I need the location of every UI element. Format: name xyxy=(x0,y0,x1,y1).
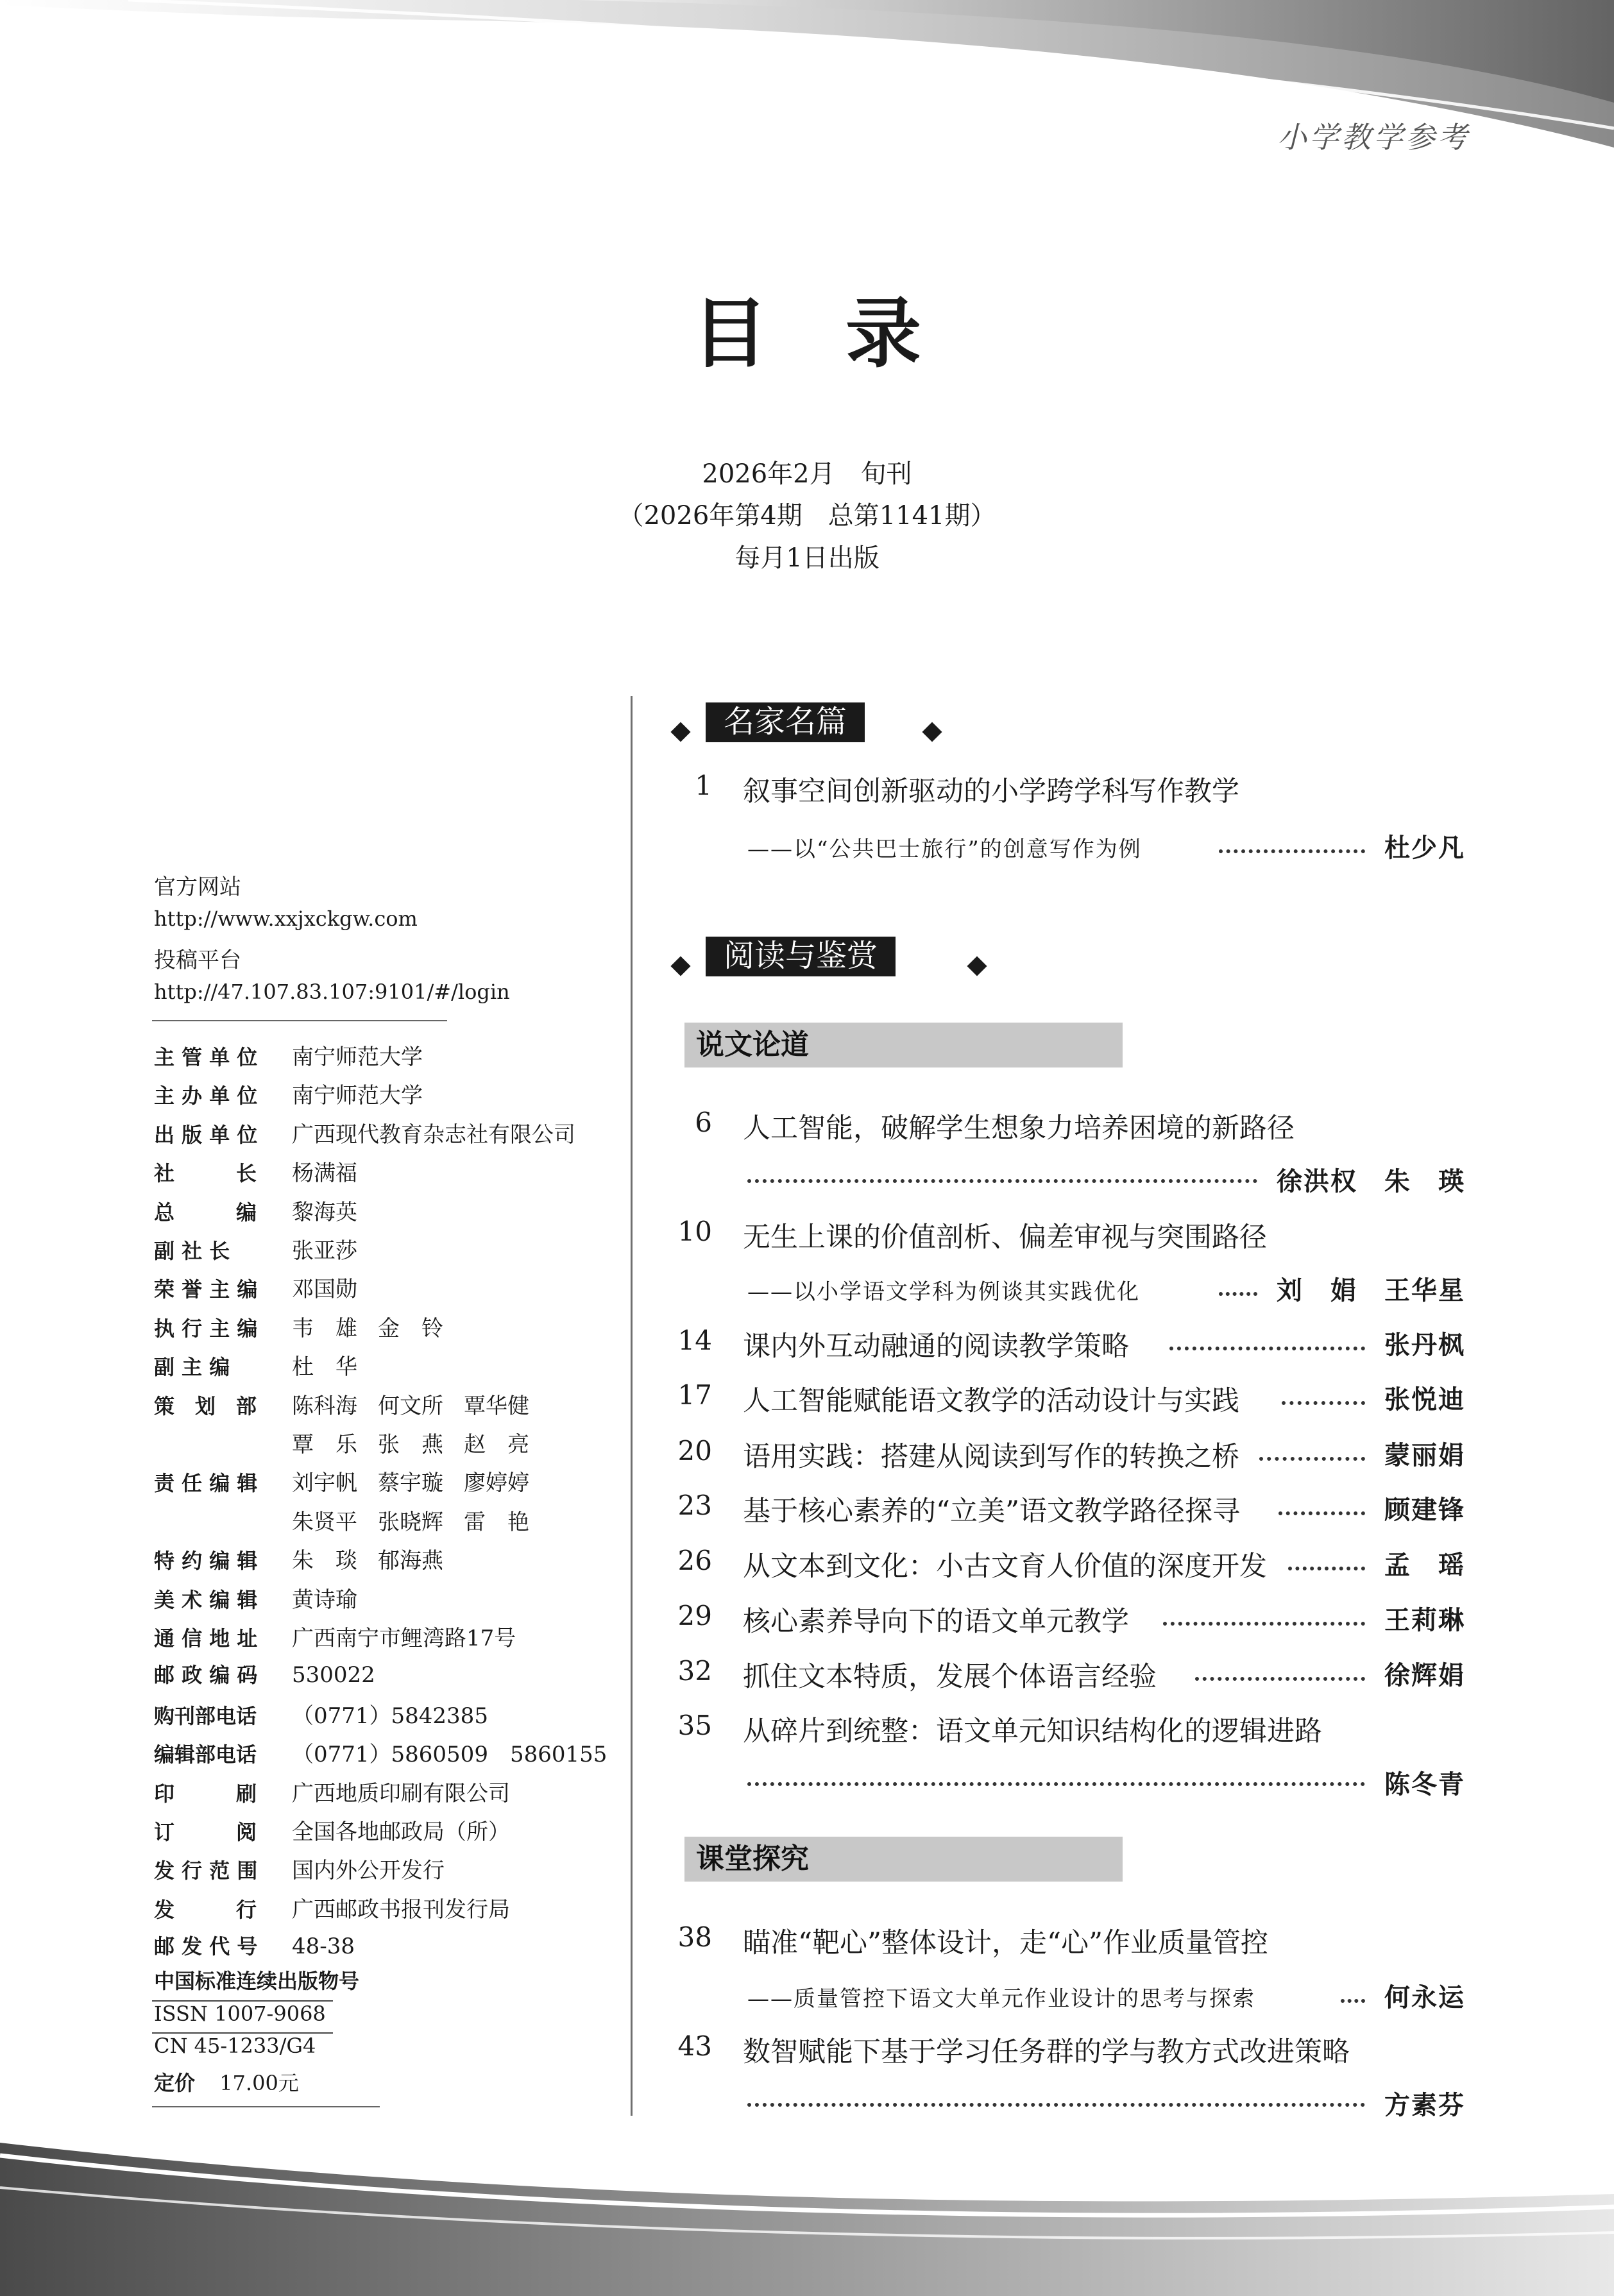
masthead-value-item: （0771）5860509 5860155 xyxy=(292,1742,607,1768)
masthead-row xyxy=(154,1233,378,1264)
masthead-value xyxy=(292,1155,378,1187)
entry-title[interactable]: 课内外互动融通的阅读教学策略 xyxy=(743,1331,1129,1363)
title-char-1: 目 xyxy=(692,289,769,378)
masthead-row xyxy=(154,1465,550,1497)
column-divider xyxy=(631,696,633,2116)
masthead-value xyxy=(292,1427,550,1458)
leader-dots xyxy=(747,1179,1257,1183)
masthead-value-item: 覃华健 xyxy=(464,1393,529,1419)
masthead-value-item: 朱 琰 xyxy=(292,1548,357,1574)
masthead-row xyxy=(154,1659,396,1688)
entry-page-number: 38 xyxy=(677,1921,712,1953)
entry-title[interactable]: 瞄准“靶心”整体设计，走“心”作业质量管控 xyxy=(743,1927,1268,1959)
masthead-value-item: 刘宇帆 xyxy=(292,1470,357,1497)
masthead-value xyxy=(292,1195,378,1226)
masthead-row xyxy=(154,1427,550,1458)
leader-dots xyxy=(1195,1677,1365,1681)
masthead-value xyxy=(292,1271,378,1303)
masthead-row xyxy=(154,1078,443,1109)
entry-author: 蒙丽娟 xyxy=(1384,1440,1465,1470)
masthead-value xyxy=(292,1349,378,1381)
issue-date: 2026年2月 旬刊 xyxy=(702,459,912,489)
masthead-row xyxy=(154,1388,550,1420)
masthead-key: 副 社 长 xyxy=(154,1239,230,1263)
masthead-value-item: 国内外公开发行 xyxy=(292,1858,445,1884)
masthead-row xyxy=(154,1349,378,1381)
masthead-value-item: 杨满福 xyxy=(292,1161,357,1187)
entry-page-number: 6 xyxy=(695,1107,712,1138)
masthead-value xyxy=(292,1853,465,1884)
masthead-value xyxy=(292,1892,531,1923)
masthead-key: 责 任 编 辑 xyxy=(154,1471,258,1496)
info-divider xyxy=(152,1020,447,1021)
publication-schedule: 每月1日出版 xyxy=(735,543,879,573)
masthead-value-item: 何文所 xyxy=(378,1393,443,1419)
masthead-key: 特 约 编 辑 xyxy=(154,1549,258,1574)
masthead-value-item: 覃 乐 xyxy=(292,1432,357,1458)
leader-dots xyxy=(1259,1457,1365,1461)
masthead-key: 邮 发 代 号 xyxy=(154,1934,258,1959)
diamond-icon xyxy=(922,722,942,742)
masthead-row xyxy=(154,1853,465,1884)
masthead-key: 购刊部电话 xyxy=(154,1703,257,1728)
submit-label: 投稿平台 xyxy=(154,948,241,973)
entry-page-number: 29 xyxy=(677,1600,712,1631)
masthead-value-item: （0771）5842385 xyxy=(292,1703,488,1729)
entry-title[interactable]: 数智赋能下基于学习任务群的学与教方式改进策略 xyxy=(743,2036,1350,2068)
price-value: 17.00元 xyxy=(219,2071,299,2095)
masthead-row xyxy=(154,1155,378,1187)
entry-title[interactable]: 语用实践：搭建从阅读到写作的转换之桥 xyxy=(743,1441,1239,1473)
leader-dots xyxy=(1169,1347,1365,1350)
masthead-key: 通 信 地 址 xyxy=(154,1626,258,1651)
masthead-row xyxy=(154,1698,509,1730)
masthead-value-item: 黄诗瑜 xyxy=(292,1586,357,1613)
diamond-icon xyxy=(967,956,987,976)
entry-title[interactable]: 人工智能赋能语文教学的活动设计与实践 xyxy=(743,1385,1239,1417)
masthead-value-item: 杜 华 xyxy=(292,1354,357,1381)
section-discussing-texts: 说文论道 xyxy=(684,1023,1123,1067)
entry-page-number: 14 xyxy=(677,1325,712,1356)
masthead-value-item: 黎海英 xyxy=(292,1199,357,1225)
price xyxy=(154,2067,299,2096)
masthead-value xyxy=(292,1543,464,1574)
masthead-value-item: 广西现代教育杂志社有限公司 xyxy=(292,1121,575,1148)
entry-author: 徐洪权 朱 瑛 xyxy=(1277,1166,1465,1196)
page-title xyxy=(0,273,1614,382)
entry-title[interactable]: 核心素养导向下的语文单元教学 xyxy=(743,1606,1129,1638)
masthead-value-item: 广西地质印刷有限公司 xyxy=(292,1780,510,1807)
entry-page-number: 43 xyxy=(677,2030,712,2062)
entry-author: 张悦迪 xyxy=(1384,1384,1465,1415)
masthead-value xyxy=(292,1582,378,1613)
submit-url[interactable]: http://47.107.83.107:9101/#/login xyxy=(154,980,510,1004)
masthead-key: 社 长 xyxy=(154,1161,257,1186)
masthead-row xyxy=(154,1814,531,1846)
diamond-icon xyxy=(670,722,690,742)
masthead-value xyxy=(292,1698,509,1730)
masthead-key: 印 刷 xyxy=(154,1781,257,1806)
masthead-key: 荣 誉 主 编 xyxy=(154,1277,258,1302)
masthead-key: 邮 政 编 码 xyxy=(154,1663,258,1688)
masthead-value xyxy=(292,1620,536,1652)
entry-author: 方素芬 xyxy=(1384,2090,1465,2120)
masthead-value xyxy=(292,1662,396,1688)
masthead-value-item: 朱贤平 xyxy=(292,1509,357,1535)
masthead-value-item: 张晓辉 xyxy=(378,1509,443,1535)
entry-author: 王莉琳 xyxy=(1384,1605,1465,1635)
entry-title[interactable]: 无生上课的价值剖析、偏差审视与突围路径 xyxy=(743,1221,1267,1254)
entry-title[interactable]: 从文本到文化：小古文育人价值的深度开发 xyxy=(743,1551,1267,1583)
leader-dots xyxy=(1341,1999,1365,2003)
masthead-value-item: 张 燕 xyxy=(378,1432,443,1458)
masthead-value-item: 陈科海 xyxy=(292,1393,357,1419)
entry-title[interactable]: 基于核心素养的“立美”语文教学路径探寻 xyxy=(743,1495,1240,1527)
masthead-key: 发 行 xyxy=(154,1897,257,1922)
masthead-value-item: 南宁师范大学 xyxy=(292,1083,423,1109)
masthead-row xyxy=(154,1620,536,1652)
masthead-row xyxy=(154,1892,531,1923)
entry-page-number: 26 xyxy=(677,1545,712,1576)
masthead-row xyxy=(154,1195,378,1226)
masthead-value-item: 530022 xyxy=(292,1662,375,1688)
masthead-value xyxy=(292,1737,627,1768)
masthead-key: 总 编 xyxy=(154,1200,257,1225)
masthead-value xyxy=(292,1465,550,1497)
entry-page-number: 1 xyxy=(695,770,712,801)
masthead-value-item: 郁海燕 xyxy=(378,1548,443,1574)
masthead-value-item: 廖婷婷 xyxy=(464,1470,529,1497)
masthead-value xyxy=(292,1504,550,1536)
masthead-value xyxy=(292,1233,378,1264)
masthead-value-item: 张亚莎 xyxy=(292,1238,357,1264)
entry-author: 刘 娟 王华星 xyxy=(1277,1275,1465,1305)
leader-dots xyxy=(747,2103,1365,2107)
leader-dots xyxy=(1282,1401,1365,1405)
masthead-key: 编辑部电话 xyxy=(154,1742,257,1767)
masthead-value-item: 48-38 xyxy=(292,1934,355,1960)
masthead-value xyxy=(292,1078,443,1109)
masthead-value xyxy=(292,1117,596,1148)
entry-author: 何永运 xyxy=(1384,1982,1465,2012)
masthead-value-item: 广西邮政书报刊发行局 xyxy=(292,1896,510,1923)
masthead-row xyxy=(154,1117,596,1148)
price-label: 定价 xyxy=(154,2071,196,2095)
banner-famous-authors: 名家名篇 xyxy=(706,702,865,742)
masthead-key: 出 版 单 位 xyxy=(154,1122,258,1147)
entry-author: 顾建锋 xyxy=(1384,1495,1465,1525)
banner-reading-appreciation: 阅读与鉴赏 xyxy=(706,937,896,976)
masthead-value-item: 蔡宇璇 xyxy=(378,1470,443,1497)
masthead-key: 执 行 主 编 xyxy=(154,1316,258,1341)
site-url[interactable]: http://www.xxjxckgw.com xyxy=(154,906,418,931)
masthead-value-item: 金 铃 xyxy=(378,1315,443,1341)
masthead-row xyxy=(154,1271,378,1303)
masthead-row xyxy=(154,1582,378,1613)
entry-author: 孟 瑶 xyxy=(1384,1550,1465,1580)
masthead-value-item: 邓国勋 xyxy=(292,1277,357,1303)
leader-dots xyxy=(1288,1567,1365,1570)
masthead-key: 发 行 范 围 xyxy=(154,1858,258,1884)
masthead-row xyxy=(154,1504,550,1536)
masthead-value-item: 韦 雄 xyxy=(292,1315,357,1341)
entry-page-number: 20 xyxy=(677,1435,712,1467)
entry-page-number: 10 xyxy=(677,1216,712,1247)
entry-author: 杜少凡 xyxy=(1384,833,1465,863)
entry-author: 陈冬青 xyxy=(1384,1769,1465,1799)
masthead-row xyxy=(154,1930,375,1960)
masthead-value xyxy=(292,1311,464,1342)
entry-subtitle: ——以“公共巴士旅行”的创意写作为例 xyxy=(747,837,1142,862)
masthead-value xyxy=(292,1776,531,1807)
entry-author: 徐辉娟 xyxy=(1384,1660,1465,1690)
masthead-key: 副 主 编 xyxy=(154,1355,230,1380)
masthead-row xyxy=(154,1311,464,1342)
site-label: 官方网站 xyxy=(154,874,241,900)
entry-title[interactable]: 人工智能，破解学生想象力培养困境的新路径 xyxy=(743,1112,1295,1144)
entry-author: 张丹枫 xyxy=(1384,1330,1465,1360)
masthead-key: 主 管 单 位 xyxy=(154,1045,258,1069)
masthead-value-item: 广西南宁市鲤湾路17号 xyxy=(292,1626,516,1651)
masthead-value-item: 赵 亮 xyxy=(464,1432,529,1458)
masthead-key: 策 划 部 xyxy=(154,1393,257,1418)
entry-page-number: 17 xyxy=(677,1379,712,1411)
masthead-row xyxy=(154,1039,443,1071)
entry-title[interactable]: 抓住文本特质，发展个体语言经验 xyxy=(743,1661,1157,1693)
masthead-row xyxy=(154,1737,627,1768)
masthead-value xyxy=(292,1388,550,1420)
masthead-key: 美 术 编 辑 xyxy=(154,1587,258,1612)
leader-dots xyxy=(1219,849,1365,853)
entry-page-number: 23 xyxy=(677,1490,712,1521)
masthead-value xyxy=(292,1039,443,1071)
leader-dots xyxy=(1278,1511,1365,1515)
entry-title[interactable]: 从碎片到统整：语文单元知识结构化的逻辑进路 xyxy=(743,1715,1322,1748)
masthead-row xyxy=(154,1776,531,1807)
title-char-2: 录 xyxy=(845,289,922,378)
bottom-divider xyxy=(152,2106,380,2107)
masthead-row xyxy=(154,1543,464,1574)
masthead-value-item: 雷 艳 xyxy=(464,1509,529,1535)
entry-page-number: 35 xyxy=(677,1710,712,1741)
masthead-value xyxy=(292,1814,531,1846)
leader-dots xyxy=(1163,1622,1365,1626)
masthead-key: 订 阅 xyxy=(154,1820,257,1844)
entry-subtitle: ——以小学语文学科为例谈其实践优化 xyxy=(747,1279,1140,1305)
masthead-value xyxy=(292,1934,375,1959)
journal-name-corner: 小学教学参考 xyxy=(1277,120,1470,155)
bottom-wave-decoration xyxy=(0,2117,1614,2296)
entry-title[interactable]: 叙事空间创新驱动的小学跨学科写作教学 xyxy=(743,776,1239,808)
issn: ISSN 1007-9068 xyxy=(154,2002,326,2026)
entry-page-number: 32 xyxy=(677,1655,712,1687)
diamond-icon xyxy=(670,956,690,976)
cn-number: CN 45-1233/G4 xyxy=(154,2034,316,2058)
masthead-value-item: 全国各地邮政局（所） xyxy=(292,1819,510,1845)
leader-dots xyxy=(747,1782,1365,1786)
section-classroom-inquiry: 课堂探究 xyxy=(684,1837,1123,1882)
leader-dots xyxy=(1219,1292,1257,1296)
entry-subtitle: ——质量管控下语文大单元作业设计的思考与探索 xyxy=(747,1986,1255,2012)
issue-number: （2026年第4期 总第1141期） xyxy=(618,501,996,531)
masthead-value-item: 南宁师范大学 xyxy=(292,1044,423,1070)
masthead-key: 主 办 单 位 xyxy=(154,1084,258,1109)
serial-label: 中国标准连续出版物号 xyxy=(154,1969,360,1993)
